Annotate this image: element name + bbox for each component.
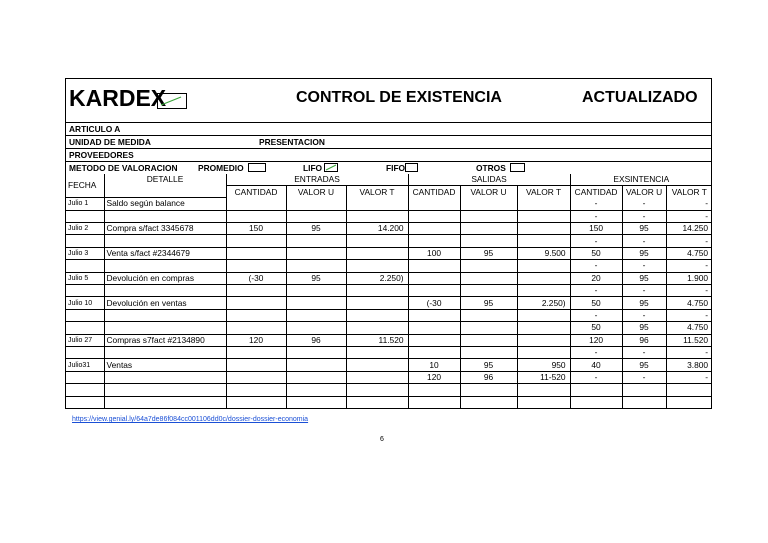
value-cell xyxy=(460,198,517,210)
value-cell: 50 xyxy=(570,247,622,259)
value-cell xyxy=(408,198,460,210)
table-row xyxy=(66,297,712,309)
detail-cell xyxy=(104,260,226,272)
value-cell xyxy=(226,260,286,272)
table-row xyxy=(66,247,712,259)
value-cell xyxy=(226,384,286,396)
value-cell xyxy=(517,235,570,247)
kardex-checkbox xyxy=(157,93,187,109)
detail-cell: Ventas xyxy=(104,359,226,371)
value-cell xyxy=(517,346,570,358)
value-cell: - xyxy=(622,371,666,383)
table-row xyxy=(66,285,712,297)
fifo-label: FIFO xyxy=(386,163,406,173)
value-cell xyxy=(460,346,517,358)
value-cell: - xyxy=(666,260,712,272)
value-cell: - xyxy=(622,309,666,321)
table-row xyxy=(66,198,712,210)
value-cell xyxy=(286,309,346,321)
value-cell xyxy=(408,272,460,284)
date-cell xyxy=(66,260,104,272)
detail-cell xyxy=(104,384,226,396)
value-cell: 50 xyxy=(570,297,622,309)
value-cell: - xyxy=(570,260,622,272)
value-cell xyxy=(666,384,712,396)
value-cell xyxy=(408,260,460,272)
value-cell xyxy=(408,235,460,247)
value-cell xyxy=(226,396,286,408)
value-cell xyxy=(517,285,570,297)
subheader-cell: VALOR T xyxy=(346,186,408,198)
value-cell xyxy=(346,198,408,210)
value-cell xyxy=(226,198,286,210)
value-cell xyxy=(517,210,570,222)
date-cell xyxy=(66,285,104,297)
date-cell xyxy=(66,210,104,222)
value-cell: - xyxy=(570,235,622,247)
value-cell: - xyxy=(666,210,712,222)
value-cell xyxy=(346,384,408,396)
subheader-cell: VALOR U xyxy=(622,186,666,198)
value-cell: 120 xyxy=(226,334,286,346)
value-cell xyxy=(460,285,517,297)
articulo-row xyxy=(66,123,711,136)
value-cell: 950 xyxy=(517,359,570,371)
value-cell: 95 xyxy=(622,223,666,235)
detail-cell xyxy=(104,371,226,383)
value-cell: 100 xyxy=(408,247,460,259)
value-cell: 120 xyxy=(408,371,460,383)
value-cell: 2.250) xyxy=(517,297,570,309)
date-cell xyxy=(66,396,104,408)
value-cell: - xyxy=(622,235,666,247)
value-cell xyxy=(517,322,570,334)
kardex-form xyxy=(65,78,712,409)
date-cell: Julio 27 xyxy=(66,334,104,346)
value-cell xyxy=(408,346,460,358)
value-cell: 150 xyxy=(570,223,622,235)
value-cell xyxy=(286,359,346,371)
subheader-cell: CANTIDAD xyxy=(408,186,460,198)
value-cell: - xyxy=(666,371,712,383)
detail-cell: Devolución en compras xyxy=(104,272,226,284)
col-detalle: DETALLE xyxy=(104,174,226,198)
unidad-label: UNIDAD DE MEDIDA xyxy=(69,137,151,147)
value-cell xyxy=(460,384,517,396)
value-cell: (-30 xyxy=(226,272,286,284)
value-cell xyxy=(346,297,408,309)
value-cell xyxy=(286,297,346,309)
value-cell xyxy=(570,384,622,396)
value-cell xyxy=(226,359,286,371)
detail-cell xyxy=(104,346,226,358)
subheader-cell: CANTIDAD xyxy=(570,186,622,198)
value-cell xyxy=(226,371,286,383)
value-cell xyxy=(346,285,408,297)
detail-cell: Compras s7fact #2134890 xyxy=(104,334,226,346)
value-cell: 1.900 xyxy=(666,272,712,284)
value-cell: 95 xyxy=(460,297,517,309)
value-cell xyxy=(408,285,460,297)
value-cell xyxy=(226,346,286,358)
value-cell: - xyxy=(570,198,622,210)
value-cell xyxy=(517,198,570,210)
detail-cell xyxy=(104,235,226,247)
col-fecha: FECHA xyxy=(66,174,104,198)
value-cell xyxy=(666,396,712,408)
date-cell: Julio31 xyxy=(66,359,104,371)
value-cell: 11.520 xyxy=(346,334,408,346)
value-cell xyxy=(346,396,408,408)
lifo-label: LIFO xyxy=(303,163,323,173)
updated-title: ACTUALIZADO xyxy=(582,89,698,106)
table-row xyxy=(66,384,712,396)
value-cell xyxy=(408,384,460,396)
lifo-checkbox[interactable] xyxy=(324,163,338,172)
date-cell: Julio 10 xyxy=(66,297,104,309)
value-cell: - xyxy=(570,210,622,222)
detail-cell: Venta s/fact #2344679 xyxy=(104,247,226,259)
value-cell: (-30 xyxy=(408,297,460,309)
value-cell: - xyxy=(570,285,622,297)
subheader-cell: VALOR U xyxy=(286,186,346,198)
value-cell xyxy=(408,309,460,321)
date-cell xyxy=(66,384,104,396)
unidad-row xyxy=(66,136,711,149)
value-cell xyxy=(408,396,460,408)
value-cell xyxy=(460,334,517,346)
value-cell xyxy=(286,322,346,334)
table-row xyxy=(66,309,712,321)
articulo-label: ARTICULO A xyxy=(69,124,121,134)
value-cell xyxy=(226,322,286,334)
value-cell xyxy=(226,235,286,247)
value-cell xyxy=(226,285,286,297)
value-cell: - xyxy=(622,346,666,358)
value-cell: 2.250) xyxy=(346,272,408,284)
value-cell xyxy=(286,346,346,358)
value-cell: - xyxy=(570,371,622,383)
page-number: 6 xyxy=(380,436,384,443)
fifo-checkbox[interactable] xyxy=(405,163,418,172)
value-cell xyxy=(286,247,346,259)
detail-cell xyxy=(104,396,226,408)
value-cell xyxy=(286,260,346,272)
detail-cell xyxy=(104,285,226,297)
value-cell xyxy=(517,384,570,396)
value-cell xyxy=(226,210,286,222)
value-cell xyxy=(408,223,460,235)
value-cell: 95 xyxy=(622,359,666,371)
group-entradas: ENTRADAS xyxy=(226,174,408,186)
otros-checkbox[interactable] xyxy=(510,163,525,172)
detail-cell xyxy=(104,309,226,321)
value-cell xyxy=(286,285,346,297)
value-cell: - xyxy=(622,198,666,210)
date-cell: Julio 1 xyxy=(66,198,104,210)
value-cell: 40 xyxy=(570,359,622,371)
value-cell xyxy=(517,334,570,346)
value-cell: 3.800 xyxy=(666,359,712,371)
proveedores-row xyxy=(66,149,711,162)
value-cell: 9.500 xyxy=(517,247,570,259)
value-cell xyxy=(622,384,666,396)
value-cell xyxy=(570,396,622,408)
subheader-cell: VALOR T xyxy=(517,186,570,198)
genially-link[interactable]: https://view.genial.ly/64a7de86f084cc001106dd0c/dossier-dossier-economia xyxy=(72,416,309,423)
otros-label: OTROS xyxy=(476,163,506,173)
value-cell xyxy=(286,235,346,247)
value-cell: - xyxy=(666,346,712,358)
value-cell xyxy=(226,247,286,259)
value-cell xyxy=(346,235,408,247)
promedio-checkbox[interactable] xyxy=(248,163,266,172)
value-cell: 11-520 xyxy=(517,371,570,383)
kardex-table xyxy=(66,174,712,408)
value-cell xyxy=(346,322,408,334)
value-cell xyxy=(286,371,346,383)
value-cell: 11.520 xyxy=(666,334,712,346)
metodo-label: METODO DE VALORACION xyxy=(69,163,178,173)
table-row xyxy=(66,272,712,284)
date-cell: Julio 3 xyxy=(66,247,104,259)
value-cell: 95 xyxy=(286,272,346,284)
subheader-cell: CANTIDAD xyxy=(226,186,286,198)
value-cell xyxy=(226,309,286,321)
value-cell xyxy=(460,272,517,284)
detail-cell xyxy=(104,322,226,334)
metodo-row xyxy=(66,162,711,174)
value-cell: 96 xyxy=(460,371,517,383)
value-cell: 95 xyxy=(460,247,517,259)
value-cell: - xyxy=(570,309,622,321)
value-cell xyxy=(517,272,570,284)
value-cell xyxy=(460,235,517,247)
table-row xyxy=(66,346,712,358)
value-cell xyxy=(346,260,408,272)
table-row xyxy=(66,359,712,371)
value-cell: 96 xyxy=(286,334,346,346)
table-row xyxy=(66,371,712,383)
value-cell: - xyxy=(666,309,712,321)
value-cell xyxy=(286,210,346,222)
value-cell xyxy=(460,223,517,235)
value-cell: 14.200 xyxy=(346,223,408,235)
value-cell: - xyxy=(622,210,666,222)
subheader-cell: VALOR U xyxy=(460,186,517,198)
proveedores-label: PROVEEDORES xyxy=(69,150,134,160)
value-cell xyxy=(286,384,346,396)
date-cell xyxy=(66,346,104,358)
value-cell xyxy=(460,210,517,222)
promedio-label: PROMEDIO xyxy=(198,163,244,173)
detail-cell: Compra s/fact 3345678 xyxy=(104,223,226,235)
value-cell: 20 xyxy=(570,272,622,284)
value-cell: 95 xyxy=(622,322,666,334)
value-cell: - xyxy=(622,285,666,297)
value-cell: 50 xyxy=(570,322,622,334)
value-cell: 96 xyxy=(622,334,666,346)
table-row xyxy=(66,210,712,222)
value-cell xyxy=(517,260,570,272)
value-cell xyxy=(460,322,517,334)
date-cell xyxy=(66,309,104,321)
date-cell: Julio 5 xyxy=(66,272,104,284)
value-cell: - xyxy=(570,346,622,358)
date-cell xyxy=(66,235,104,247)
value-cell xyxy=(517,396,570,408)
title-row xyxy=(66,79,711,123)
value-cell: 95 xyxy=(460,359,517,371)
value-cell: 95 xyxy=(622,247,666,259)
value-cell: 95 xyxy=(286,223,346,235)
value-cell xyxy=(226,297,286,309)
detail-cell: Devolución en ventas xyxy=(104,297,226,309)
table-row xyxy=(66,223,712,235)
value-cell xyxy=(286,396,346,408)
detail-cell: Saldo según balance xyxy=(104,198,226,210)
value-cell: 120 xyxy=(570,334,622,346)
date-cell: Julio 2 xyxy=(66,223,104,235)
value-cell xyxy=(408,334,460,346)
value-cell: - xyxy=(622,260,666,272)
group-existencia: EXSINTENCIA xyxy=(570,174,712,186)
value-cell xyxy=(517,309,570,321)
value-cell: 95 xyxy=(622,297,666,309)
value-cell xyxy=(622,396,666,408)
detail-cell xyxy=(104,210,226,222)
value-cell xyxy=(517,223,570,235)
value-cell: - xyxy=(666,235,712,247)
value-cell xyxy=(346,309,408,321)
value-cell: 4.750 xyxy=(666,322,712,334)
group-salidas: SALIDAS xyxy=(408,174,570,186)
value-cell: 14.250 xyxy=(666,223,712,235)
value-cell xyxy=(286,198,346,210)
control-title: CONTROL DE EXISTENCIA xyxy=(296,89,502,106)
value-cell xyxy=(408,210,460,222)
table-row xyxy=(66,396,712,408)
value-cell: 4.750 xyxy=(666,247,712,259)
table-row xyxy=(66,322,712,334)
value-cell: 10 xyxy=(408,359,460,371)
value-cell: 4.750 xyxy=(666,297,712,309)
presentacion-label: PRESENTACION xyxy=(259,137,325,147)
value-cell: 95 xyxy=(622,272,666,284)
subheader-cell: VALOR T xyxy=(666,186,712,198)
value-cell xyxy=(346,359,408,371)
value-cell xyxy=(460,309,517,321)
value-cell xyxy=(346,210,408,222)
value-cell: - xyxy=(666,198,712,210)
value-cell xyxy=(460,260,517,272)
value-cell: - xyxy=(666,285,712,297)
value-cell xyxy=(346,247,408,259)
date-cell xyxy=(66,322,104,334)
date-cell xyxy=(66,371,104,383)
value-cell xyxy=(408,322,460,334)
value-cell: 150 xyxy=(226,223,286,235)
table-row xyxy=(66,260,712,272)
kardex-rows xyxy=(66,198,712,408)
table-row xyxy=(66,235,712,247)
kardex-title: KARDEX xyxy=(69,85,167,111)
table-row xyxy=(66,334,712,346)
value-cell xyxy=(346,346,408,358)
value-cell xyxy=(346,371,408,383)
value-cell xyxy=(460,396,517,408)
